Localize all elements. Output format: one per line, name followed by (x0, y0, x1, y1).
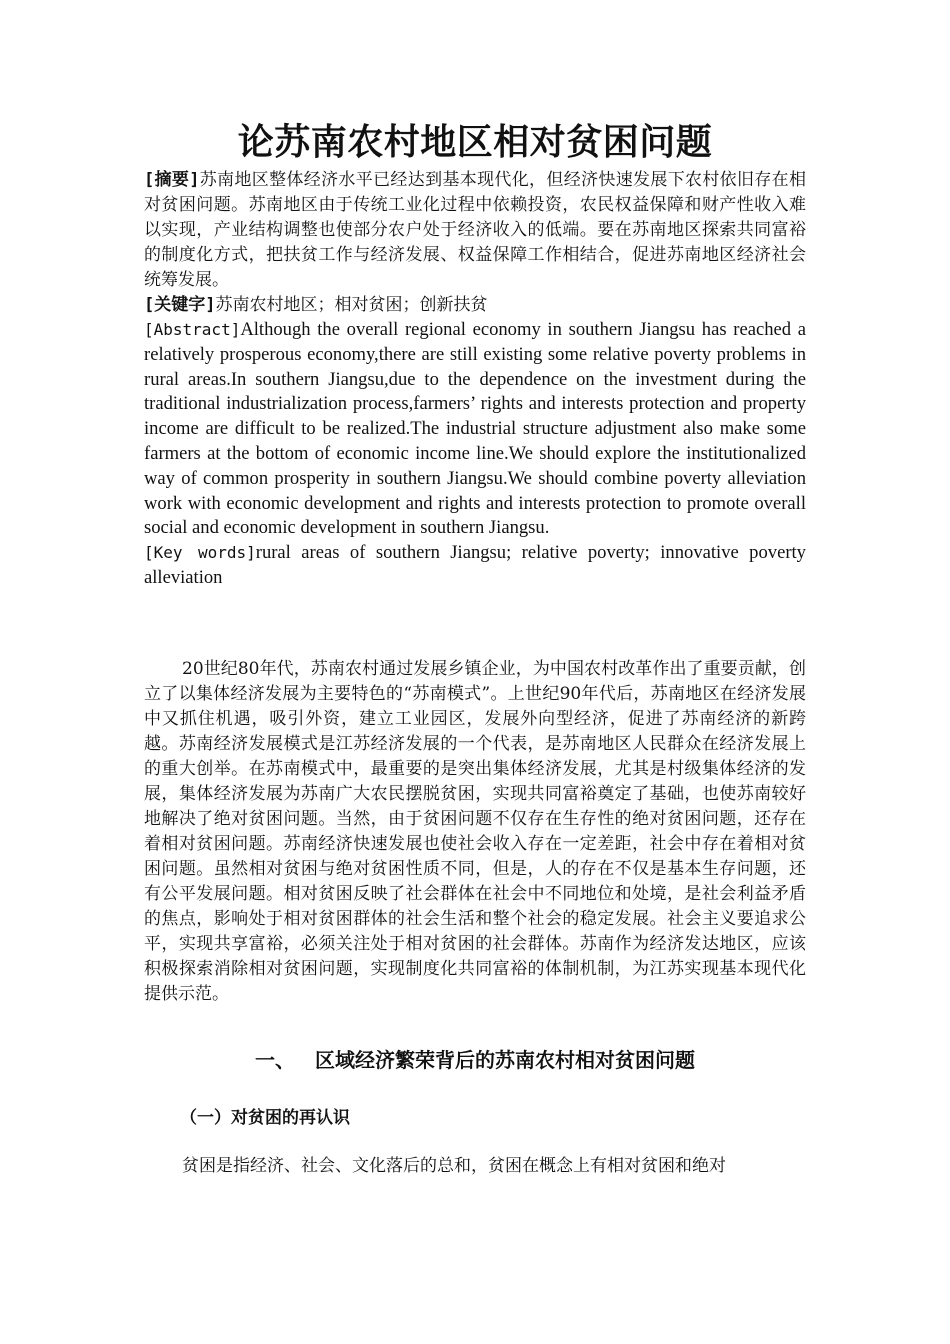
keywords-en-text: rural areas of southern Jiangsu; relative poverty; innovative poverty alleviation (144, 542, 806, 588)
abstract-cn-tag: [摘要] (144, 170, 200, 190)
subsection-heading: （一）对贫困的再认识 (180, 1107, 350, 1128)
abstract-cn (144, 168, 806, 293)
keywords-cn-text: 苏南农村地区；相对贫困；创新扶贫 (215, 295, 488, 315)
tail-paragraph: 贫困是指经济、社会、文化落后的总和，贫困在概念上有相对贫困和绝对 (182, 1155, 726, 1176)
section-heading (144, 1045, 806, 1075)
keywords-en-tag: [Key words] (144, 543, 256, 563)
abstract-en (144, 318, 806, 541)
abstract-en-text: Although the overall regional economy in southern Jiangsu has reached a relatively prosperous economy,there are still existing some relative poverty problems in rural areas.In southern Jiangsu,due to the dependence on the investment during the traditional industrialization process,farmers’ rights and interests protection and property income are difficult to be realized.The industrial structure adjustment also make some farmers at the bottom of economic income line.We should explore the institutionalized way of common prosperity in southern Jiangsu.We should combine poverty alleviation work with economic development and rights and interests protection to promote overall social and economic development in southern Jiangsu. (144, 319, 806, 539)
abstract-cn-text: 苏南地区整体经济水平已经达到基本现代化，但经济快速发展下农村依旧存在相对贫困问题。苏南地区由于传统工业化过程中依赖投资，农民权益保障和财产性收入难以实现，产业结构调整也使部分农户处于经济收入的低端。要在苏南地区探索共同富裕的制度化方式，把扶贫工作与经济发展、权益保障工作相结合，促进苏南地区经济社会统筹发展。 (144, 170, 806, 290)
keywords-cn-tag: [关键字] (144, 295, 216, 315)
abstract-en-tag: [Abstract] (144, 320, 241, 339)
section-number: 一、 (255, 1047, 295, 1072)
keywords-cn (144, 293, 806, 318)
keywords-en (144, 541, 806, 591)
document-page (144, 118, 806, 1179)
intro-paragraph: 20世纪80年代，苏南农村通过发展乡镇企业，为中国农村改革作出了重要贡献，创立了以集体经济发展为主要特色的“苏南模式”。上世纪90年代后，苏南地区在经济发展中又抓住机遇，吸引外资，建立工业园区，发展外向型经济，促进了苏南经济的新跨越。苏南经济发展模式是江苏经济发展的一个代表，是苏南地区人民群众在经济发展上的重大创举。在苏南模式中，最重要的是突出集体经济发展，尤其是村级集体经济的发展，集体经济发展为苏南广大农民摆脱贫困，实现共同富裕奠定了基础，也使苏南较好地解决了绝对贫困问题。当然，由于贫困问题不仅存在生存性的绝对贫困问题，还存在着相对贫困问题。苏南经济快速发展也使社会收入存在一定差距，社会中存在着相对贫困问题。虽然相对贫困与绝对贫困性质不同，但是，人的存在不仅是基本生存问题，还有公平发展问题。相对贫困反映了社会群体在社会中不同地位和处境，是社会利益矛盾的焦点，影响处于相对贫困群体的社会生活和整个社会的稳定发展。社会主义要追求公平，实现共享富裕，必须关注处于相对贫困的社会群体。苏南作为经济发达地区，应该积极探索消除相对贫困问题，实现制度化共同富裕的体制机制，为江苏实现基本现代化提供示范。 (144, 658, 806, 1004)
section-spacer (144, 591, 806, 657)
section-title: 区域经济繁荣背后的苏南农村相对贫困问题 (315, 1047, 695, 1072)
document-title: 论苏南农村地区相对贫困问题 (237, 122, 713, 163)
